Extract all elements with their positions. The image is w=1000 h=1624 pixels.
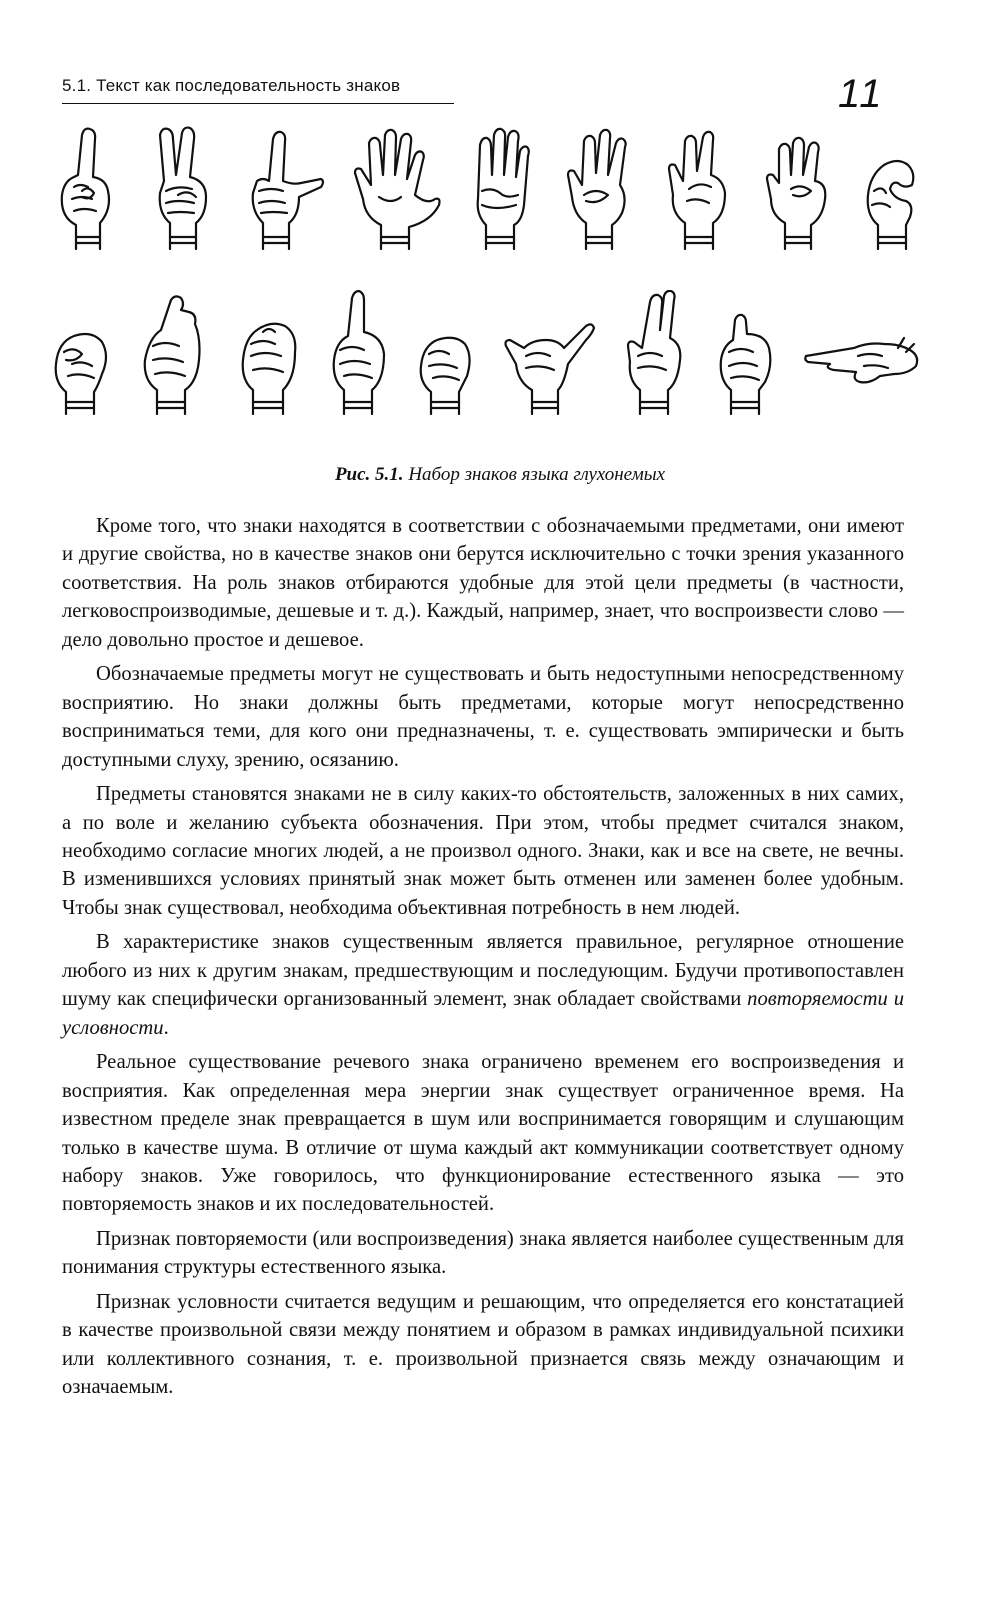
hand-sign-9 (864, 125, 922, 250)
paragraph-6: Признак повторяемости (или воспроизведения) знака является наиболее существенным для понимания структуры естественного языка. (62, 1227, 904, 1279)
paragraph-5: Реальное существование речевого знака ограничено временем его воспроизведения и восприятия. Как определенная мера энергии знак существует ограниченное время. На известном пределе знак превращается в шум или воспринимается говорящим и слушающим только в качестве шума. В отличие от шума каждый акт коммуникации соответствует одному набору знаков. Уже говорилось, что функционирование естественного языка — это повторяемость знаков и их последовательностей. (62, 1051, 904, 1216)
hand-sign-3 (243, 125, 327, 250)
hand-sign-17 (717, 290, 777, 415)
body-text (62, 512, 904, 1408)
hand-sign-11 (139, 290, 211, 415)
hand-sign-16 (624, 290, 690, 415)
paragraph-4 (62, 928, 904, 1042)
hand-sign-18 (804, 290, 922, 415)
hand-sign-8 (761, 125, 841, 250)
hand-sign-12 (239, 290, 301, 415)
paragraph-4-text: В характеристике знаков существенным является правильное, регулярное отношение любого из них к другим знакам, предшествующим и последующим. Будучи противопоставлен шуму как специфически организованный элемент, знак обладает свойствами (62, 931, 904, 1011)
hand-sign-5 (466, 125, 538, 250)
hand-sign-2 (148, 125, 220, 250)
hand-sign-15 (502, 290, 596, 415)
hand-sign-1 (52, 125, 124, 250)
running-header: 5.1. Текст как последовательность знаков (62, 76, 401, 95)
paragraph-4-end: . (163, 1016, 169, 1039)
page-number: 11 (838, 72, 884, 116)
hand-sign-7 (663, 125, 737, 250)
hand-signs-row-2 (52, 290, 922, 415)
hand-signs-row-1 (52, 122, 922, 250)
paragraph-3: Предметы становятся знаками не в силу каких-то обстоятельств, заложенных в них самих, а по воле и желанию субъекта обозначения. При этом, чтобы предмет считался знаком, необходимо согласие многих людей, а не произвол одного. Знаки, как и все на свете, не вечны. В изменившихся условиях принятый знак может быть отменен или заменен более удобным. Чтобы знак существовал, необходима объективная потребность в нем людей. (62, 783, 904, 919)
figure-caption (0, 464, 1000, 486)
hand-sign-6 (562, 125, 640, 250)
figure-label: Рис. 5.1. (334, 464, 404, 485)
paragraph-2: Обозначаемые предметы могут не существовать и быть недоступными непосредственному восприятию. Но знаки должны быть предметами, которые могут непосредственно восприниматься теми, для кого они предназначены, т. е. существовать эмпирически и быть доступными слуху, зрению, осязанию. (62, 663, 904, 771)
hand-sign-10 (52, 290, 112, 415)
figure-title: Набор знаков языка глухонемых (408, 464, 666, 485)
paragraph-7: Признак условности считается ведущим и решающим, что определяется его констатацией в качестве произвольной связи между понятием и образом в рамках индивидуальной психики или коллективного сознания, т. е. произвольной признается связь между означающим и означаемым. (62, 1290, 904, 1399)
hand-sign-13 (328, 290, 390, 415)
emphasis-term: повторяемости и условности (62, 988, 904, 1039)
header-rule (62, 103, 454, 104)
paragraph-1: Кроме того, что знаки находятся в соответствии с обозначаемыми предметами, они имеют и другие свойства, но в качестве знаков они берутся исключительно с точки зрения указанного соответствия. На роль знаков отбираются удобные для этой цели предметы (в частности, легковоспроизводимые, дешевые и т. д.). Каждый, например, знает, что воспроизвести слово — дело довольно простое и дешевое. (62, 515, 904, 651)
hand-sign-14 (417, 290, 475, 415)
hand-sign-4 (351, 125, 443, 250)
